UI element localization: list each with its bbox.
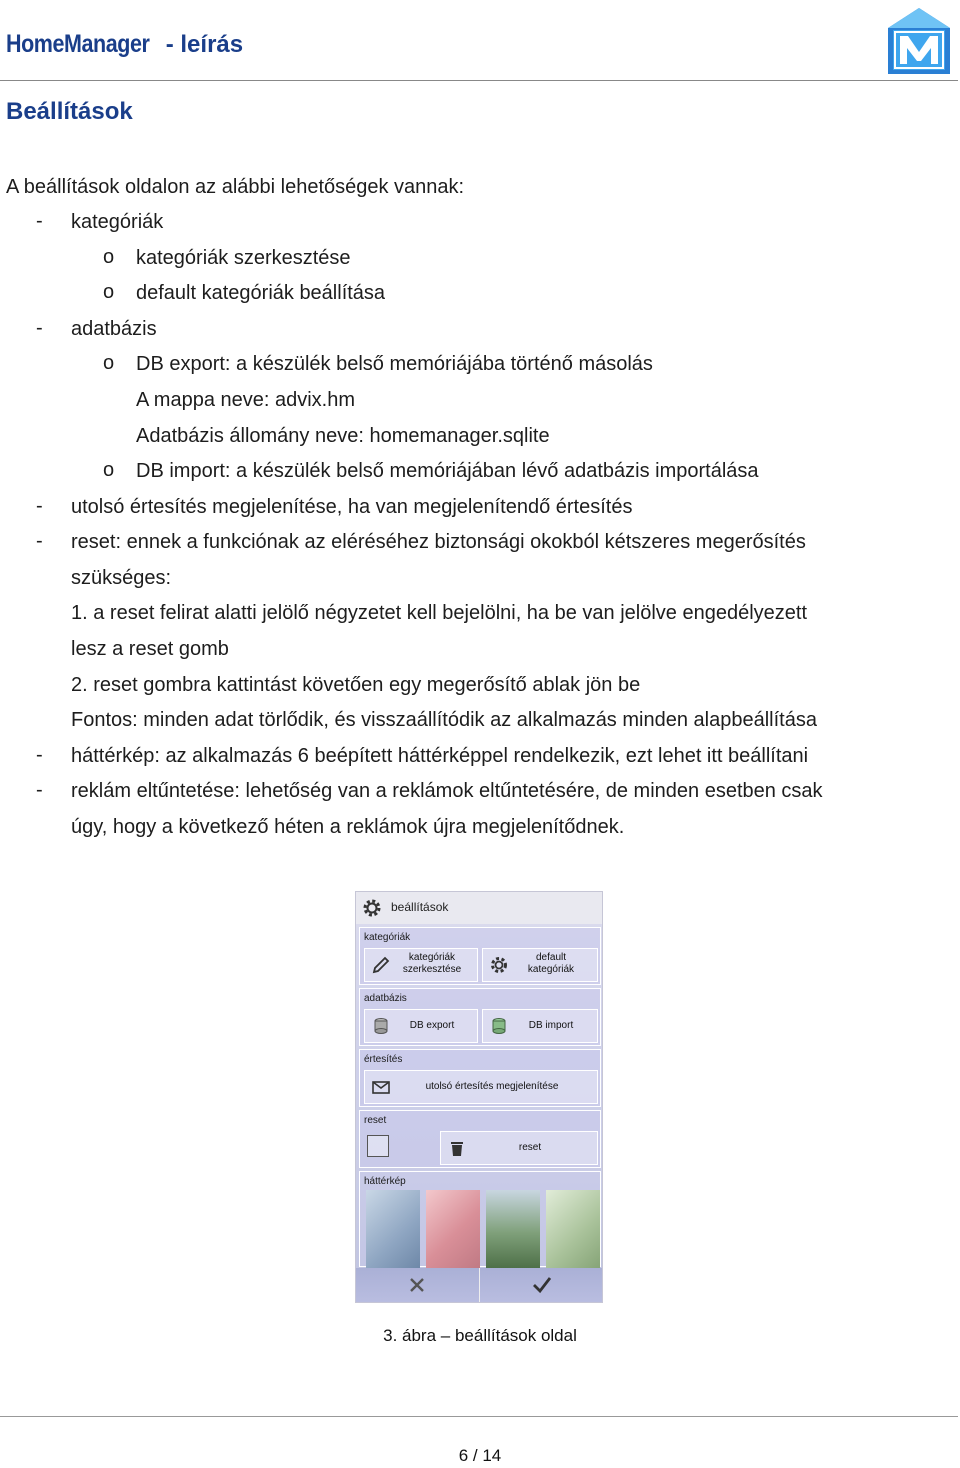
btn-label: reset (518, 1142, 542, 1153)
bullet-marker: o (103, 352, 115, 374)
bullet-marker: o (103, 281, 115, 303)
header-subtitle: - leírás (165, 31, 244, 58)
dash-marker: - (36, 210, 43, 232)
group-label: kategóriák (364, 932, 411, 943)
homemanager-logo-icon (886, 6, 952, 76)
db-import-button[interactable] (482, 1009, 598, 1043)
phone-title-bar (356, 892, 602, 924)
group-reset (359, 1110, 601, 1168)
bullet-marker: o (103, 246, 115, 268)
confirm-check-icon[interactable] (532, 1276, 552, 1294)
text-fontos: Fontos: minden adat törlődik, és visszaállítódik az alkalmazás minden alapbeállítása (71, 709, 817, 731)
reset-button[interactable] (440, 1131, 598, 1165)
dash-marker: - (36, 779, 43, 801)
subitem-default-kat: default kategóriák beállítása (136, 282, 386, 304)
page-number: 6 / 14 (458, 1446, 502, 1465)
btn-line2: kategóriák (527, 964, 575, 975)
footer-divider (0, 1416, 958, 1417)
utolso-ertesites-button[interactable] (364, 1070, 598, 1104)
bullet-marker: o (103, 459, 115, 481)
trash-icon (447, 1138, 467, 1158)
btn-label: DB export (409, 1020, 455, 1031)
dash-marker: - (36, 317, 43, 339)
background-thumbnail[interactable] (366, 1190, 420, 1268)
group-label: háttérkép (364, 1176, 406, 1187)
text-mappa: A mappa neve: advix.hm (136, 389, 356, 411)
cancel-icon[interactable] (408, 1276, 426, 1294)
text-szukseges: szükséges: (71, 567, 172, 589)
intro-text: A beállítások oldalon az alábbi lehetőségek vannak: (6, 176, 465, 198)
text-step1b: lesz a reset gomb (71, 638, 229, 660)
section-title: Beállítások (6, 98, 133, 125)
btn-line1: kategóriák (408, 952, 456, 963)
background-thumbnail[interactable] (426, 1190, 480, 1268)
text-allomany: Adatbázis állomány neve: homemanager.sqlite (136, 425, 550, 447)
item-adatbazis: adatbázis (71, 318, 157, 340)
group-ertesites (359, 1049, 601, 1107)
figure-caption: 3. ábra – beállítások oldal (383, 1326, 577, 1345)
database-export-icon (371, 1016, 391, 1036)
background-thumbnail[interactable] (486, 1190, 540, 1268)
text-step1a: 1. a reset felirat alatti jelölő négyzetet kell bejelölni, ha be van jelölve engedélyezett (71, 602, 808, 624)
pencil-icon (371, 955, 391, 975)
btn-line1: default (535, 952, 567, 963)
envelope-icon (371, 1077, 391, 1097)
dash-marker: - (36, 495, 43, 517)
database-import-icon (489, 1016, 509, 1036)
kategoriak-szerkesztese-button[interactable] (364, 948, 478, 982)
phone-bottom-bar (356, 1268, 602, 1302)
settings-screenshot (356, 892, 602, 1302)
item-ertesites: utolsó értesítés megjelenítése, ha van megjelenítendő értesítés (71, 496, 633, 518)
background-thumbnail[interactable] (546, 1190, 600, 1268)
document-header-title (6, 30, 243, 59)
group-adatbazis (359, 988, 601, 1046)
dash-marker: - (36, 744, 43, 766)
header-divider (0, 80, 958, 81)
group-label: értesítés (364, 1054, 403, 1065)
subitem-kat-szerk: kategóriák szerkesztése (136, 247, 351, 269)
gear-icon (489, 955, 509, 975)
phone-title: beállítások (391, 900, 449, 914)
db-export-button[interactable] (364, 1009, 478, 1043)
bar-divider (479, 1268, 480, 1302)
app-name: HomeManager (6, 30, 150, 58)
subitem-db-export: DB export: a készülék belső memóriájába történő másolás (136, 353, 653, 375)
dash-marker: - (36, 530, 43, 552)
gear-icon (362, 898, 382, 918)
item-reset: reset: ennek a funkciónak az eléréséhez biztonsági okokból kétszeres megerősítés (71, 531, 806, 553)
item-kategoriak: kategóriák (71, 211, 164, 233)
group-kategoriak (359, 927, 601, 985)
btn-label: DB import (528, 1020, 574, 1031)
default-kategoriak-button[interactable] (482, 948, 598, 982)
item-hatterkep: háttérkép: az alkalmazás 6 beépített háttérképpel rendelkezik, ezt lehet itt beállítani (71, 745, 809, 767)
btn-line2: szerkesztése (402, 964, 462, 975)
text-reklam-cont: úgy, hogy a következő héten a reklámok újra megjelenítődnek. (71, 816, 625, 838)
text-step2: 2. reset gombra kattintást követően egy megerősítő ablak jön be (71, 674, 641, 696)
item-reklam: reklám eltűntetése: lehetőség van a reklámok eltűntetésére, de minden esetben csak (71, 780, 823, 802)
group-label: adatbázis (364, 993, 407, 1004)
group-label: reset (364, 1115, 387, 1126)
reset-checkbox[interactable] (367, 1135, 389, 1157)
btn-label: utolsó értesítés megjelenítése (425, 1081, 559, 1092)
subitem-db-import: DB import: a készülék belső memóriájában lévő adatbázis importálása (136, 460, 759, 482)
